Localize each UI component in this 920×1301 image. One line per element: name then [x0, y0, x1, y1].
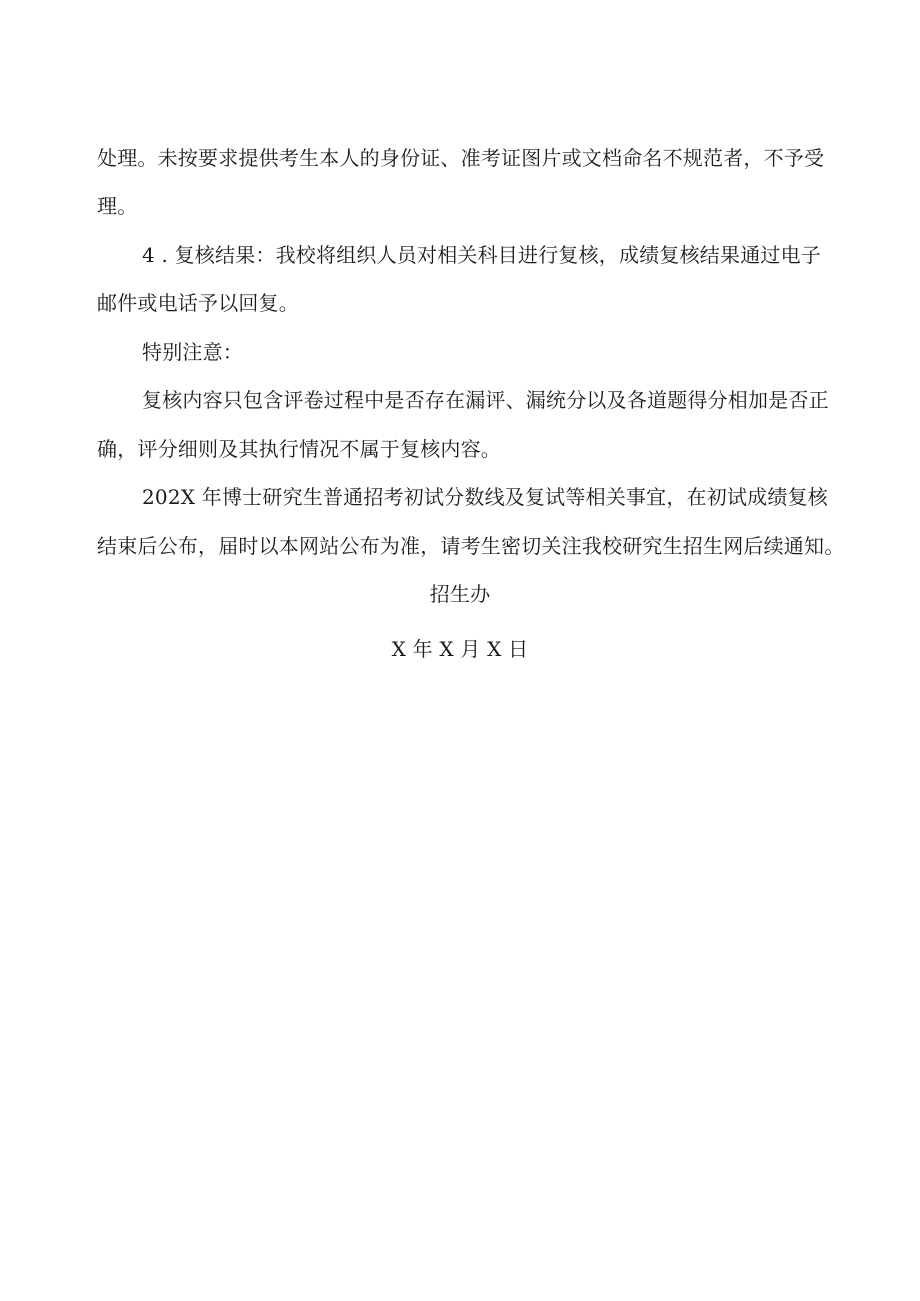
paragraph-line: 确，评分细则及其执行情况不属于复核内容。 [97, 437, 501, 461]
signature-date: X 年 X 月 X 日 [391, 637, 529, 661]
paragraph-line: 4 . 复核结果：我校将组织人员对相关科目进行复核，成绩复核结果通过电子 [142, 243, 821, 267]
paragraph-line: 复核内容只包含评卷过程中是否存在漏评、漏统分以及各道题得分相加是否正 [142, 388, 829, 412]
paragraph-line: 处理。未按要求提供考生本人的身份证、准考证图片或文档命名不规范者，不予受 [97, 146, 825, 170]
paragraph-line: 结束后公布，届时以本网站公布为准，请考生密切关注我校研究生招生网后续通知。 [97, 534, 845, 558]
paragraph-line: 202X 年博士研究生普通招考初试分数线及复试等相关事宜，在初试成绩复核 [142, 485, 828, 509]
section-heading: 特别注意： [142, 340, 243, 364]
signature-office: 招生办 [429, 582, 491, 606]
paragraph-line: 邮件或电话予以回复。 [97, 291, 299, 315]
paragraph-line: 理。 [97, 194, 138, 218]
